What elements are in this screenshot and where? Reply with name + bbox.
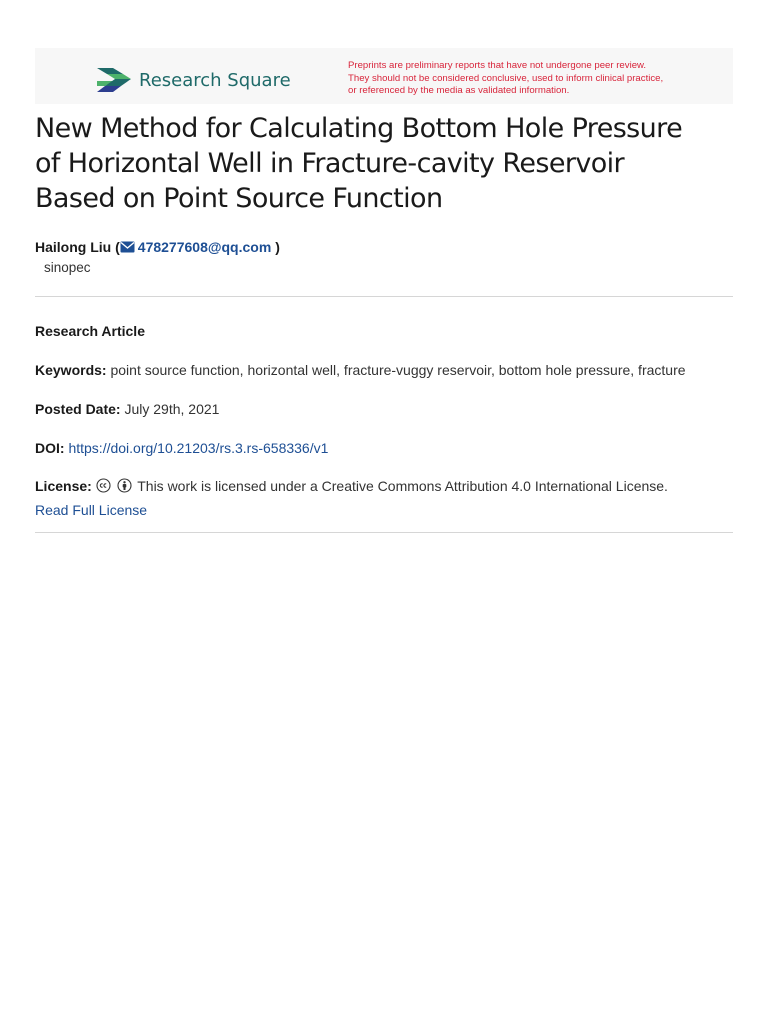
header-banner: [35, 48, 733, 104]
doi-label: DOI:: [35, 440, 65, 456]
divider-top: [35, 296, 733, 297]
logo-text: Research Square: [139, 69, 291, 91]
title-line: of Horizontal Well in Fracture-cavity Reservoir: [35, 148, 625, 179]
cc-icon: [96, 478, 111, 493]
disclaimer-line: Preprints are preliminary reports that have not undergone peer review.: [348, 60, 647, 71]
open-paren: (: [115, 239, 120, 255]
posted-date-label: Posted Date:: [35, 401, 121, 417]
close-paren: ): [275, 239, 280, 255]
envelope-icon: [120, 241, 135, 253]
author-affiliation: sinopec: [44, 260, 91, 275]
author-name: Hailong Liu: [35, 239, 112, 255]
title-line: New Method for Calculating Bottom Hole Pressure: [35, 113, 683, 144]
paper-title: [35, 111, 735, 216]
article-type: Research Article: [35, 323, 145, 339]
keywords-label: Keywords:: [35, 362, 107, 378]
article-type-row: [35, 320, 145, 342]
license-row: [35, 475, 668, 497]
posted-date-value: July 29th, 2021: [124, 401, 220, 417]
doi-link[interactable]: https://doi.org/10.21203/rs.3.rs-658336/v1: [68, 440, 329, 456]
read-license-row: [35, 499, 147, 521]
doi-row: [35, 437, 328, 459]
disclaimer-line: They should not be considered conclusive, used to inform clinical practice,: [348, 72, 664, 84]
keywords-value: point source function, horizontal well, fracture-vuggy reservoir, bottom hole pressure, fracture: [110, 362, 686, 378]
author-line: [35, 237, 280, 257]
license-text: This work is licensed under a Creative Commons Attribution 4.0 International License.: [137, 478, 668, 494]
research-square-logo[interactable]: [95, 65, 291, 95]
license-label: License:: [35, 478, 92, 494]
divider-bottom: [35, 532, 733, 533]
title-line: Based on Point Source Function: [35, 183, 443, 214]
by-icon: [117, 478, 132, 493]
research-square-logo-icon: [95, 65, 133, 95]
read-full-license-link[interactable]: Read Full License: [35, 502, 148, 518]
keywords-row: [35, 359, 686, 381]
disclaimer-line: or referenced by the media as validated information.: [348, 85, 570, 96]
author-email-link[interactable]: [120, 239, 272, 255]
author-email: 478277608@qq.com: [137, 239, 272, 255]
preprint-disclaimer: [348, 60, 728, 98]
posted-date-row: [35, 398, 219, 420]
